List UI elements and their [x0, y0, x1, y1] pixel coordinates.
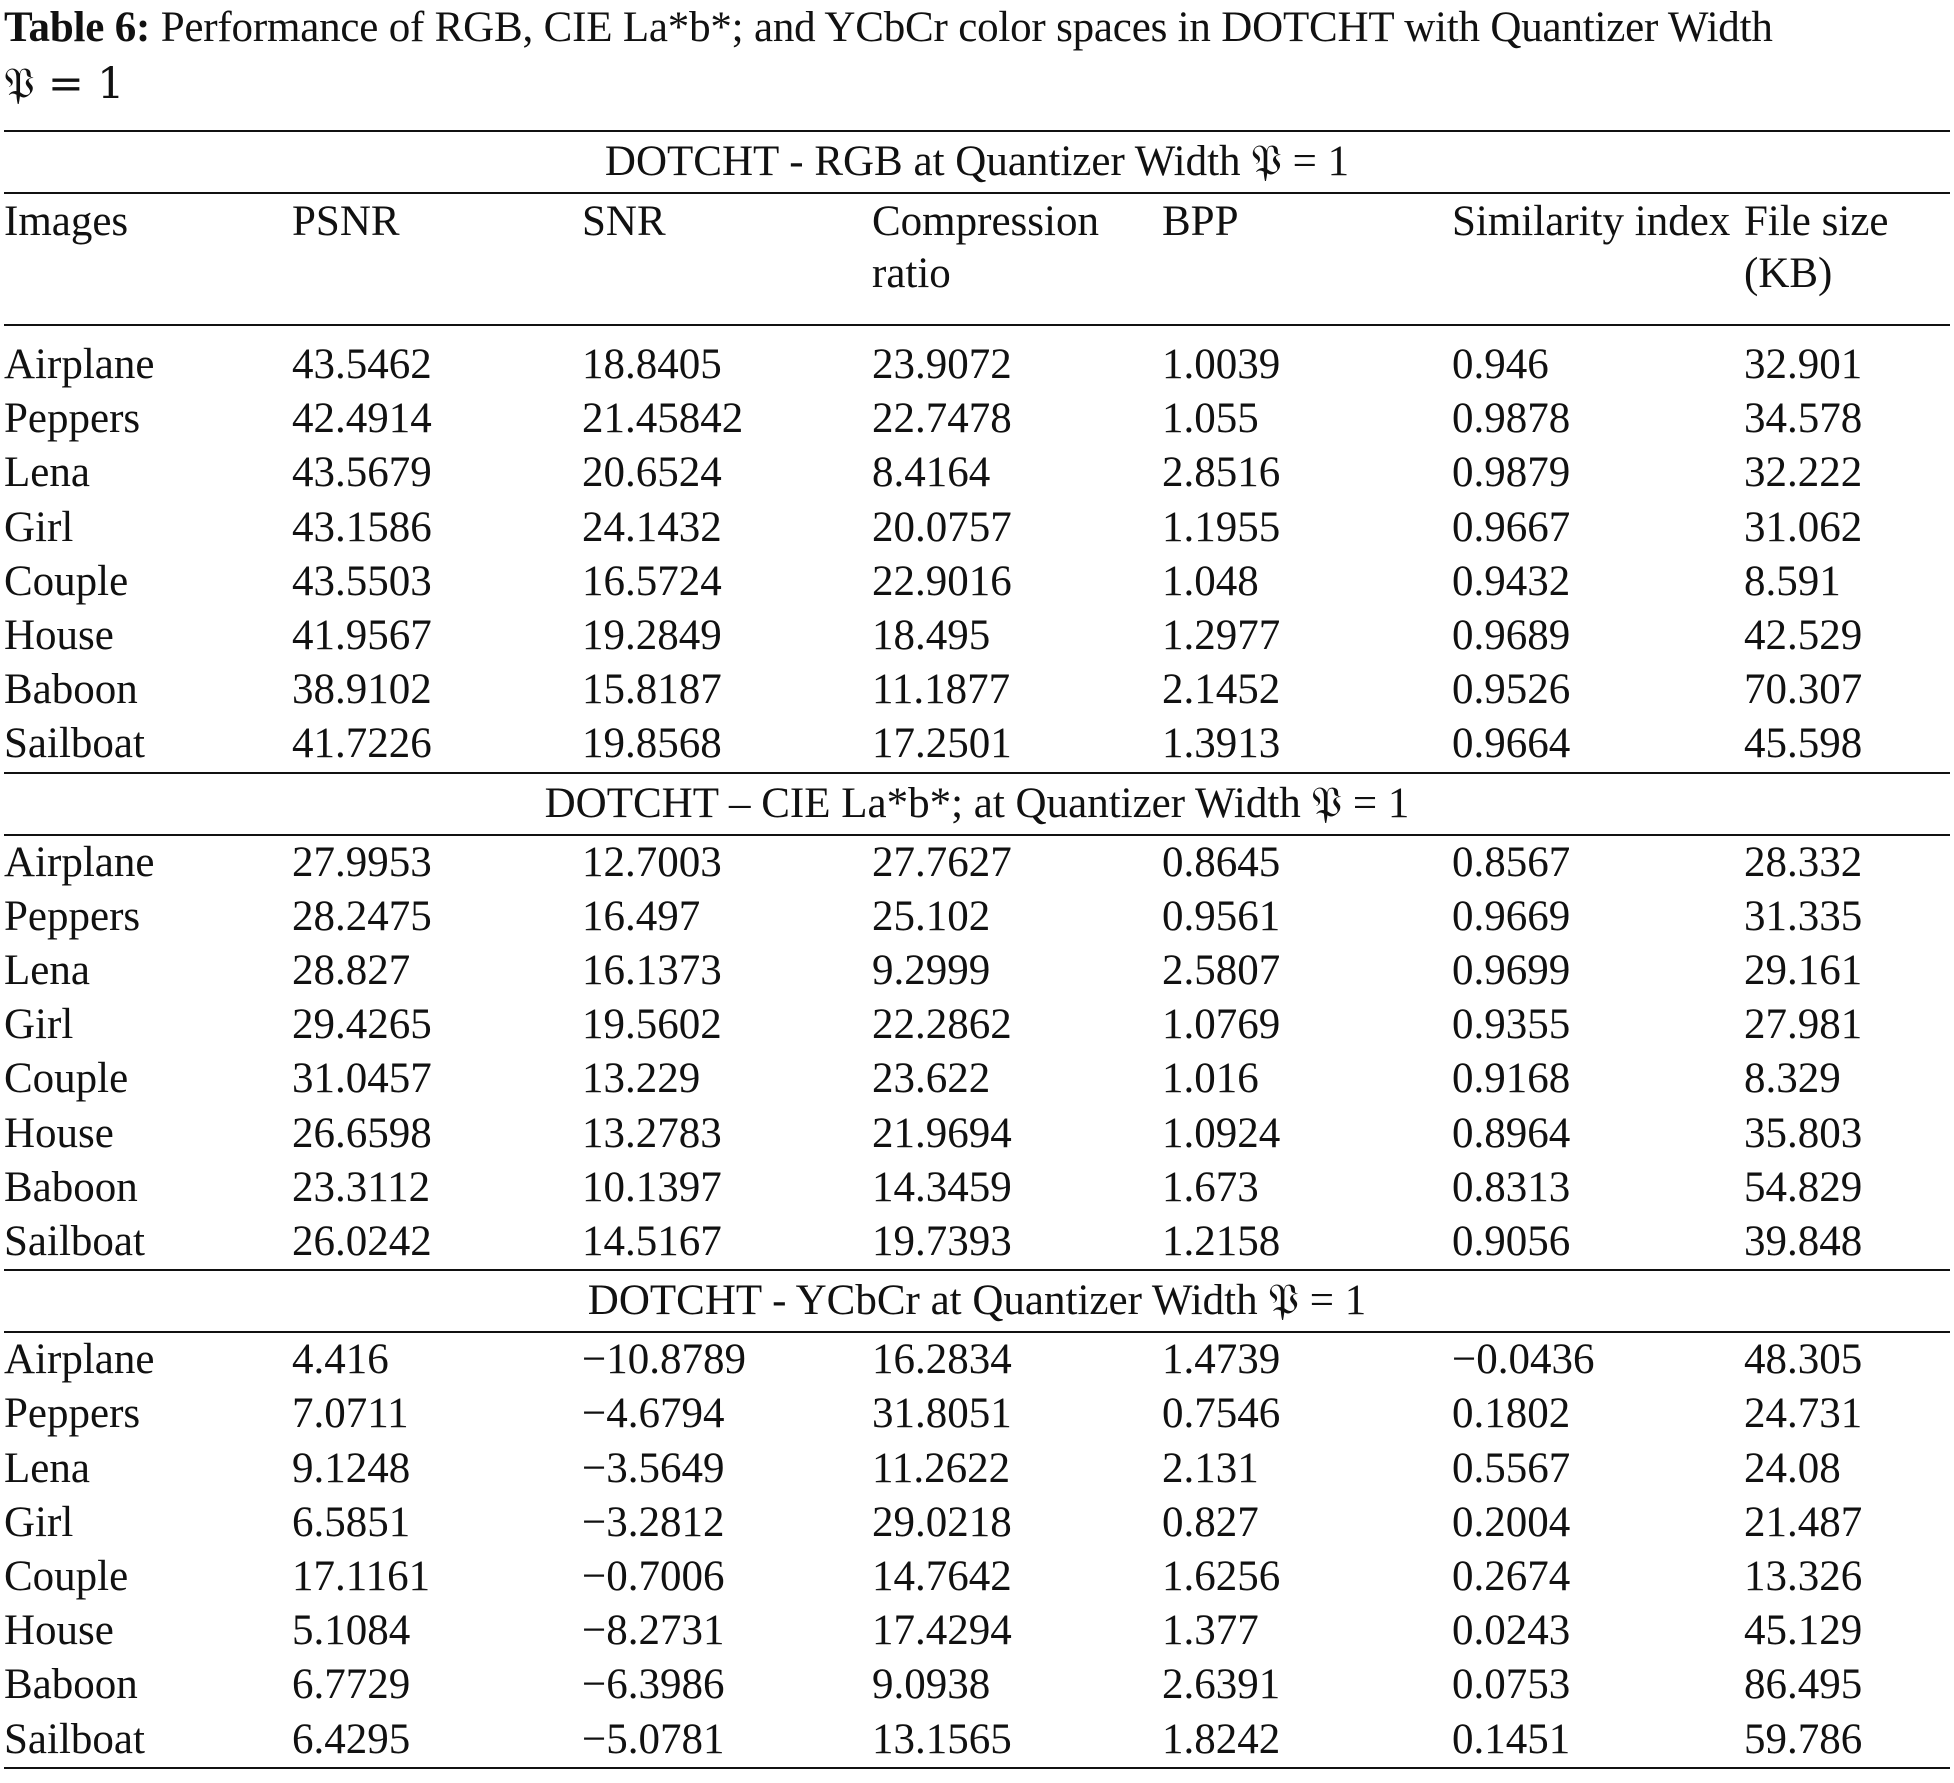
table-row: [4, 717, 1950, 772]
value-cell: 21.45842: [582, 395, 744, 443]
table-row: [4, 555, 1950, 609]
value-cell: 26.6598: [292, 1109, 432, 1157]
value-cell: −3.2812: [582, 1498, 725, 1546]
value-cell: 43.5679: [292, 449, 432, 497]
value-cell: 1.055: [1162, 395, 1259, 443]
table-row: [4, 1107, 1950, 1161]
table-row: [4, 890, 1950, 944]
value-cell: 70.307: [1744, 666, 1863, 714]
value-cell: 0.9689: [1452, 612, 1571, 660]
value-cell: 34.578: [1744, 395, 1863, 443]
value-cell: 16.1373: [582, 947, 722, 995]
table-row: [4, 1713, 1950, 1768]
value-cell: 39.848: [1744, 1218, 1863, 1266]
value-cell: 0.5567: [1452, 1444, 1571, 1492]
value-cell: 0.827: [1162, 1498, 1259, 1546]
section-title: DOTCHT – CIE La*b*; at Quantizer Width 𝔓 = 1: [4, 773, 1950, 835]
value-cell: 22.7478: [872, 395, 1012, 443]
value-cell: 13.326: [1744, 1553, 1863, 1601]
value-cell: 13.2783: [582, 1109, 722, 1157]
value-cell: 6.5851: [292, 1498, 411, 1546]
table-row: [4, 392, 1950, 446]
value-cell: 14.5167: [582, 1218, 722, 1266]
value-cell: 38.9102: [292, 666, 432, 714]
value-cell: 28.827: [292, 947, 411, 995]
value-cell: 9.1248: [292, 1444, 411, 1492]
value-cell: 0.0243: [1452, 1607, 1571, 1655]
value-cell: −0.0436: [1452, 1336, 1595, 1384]
value-cell: 15.8187: [582, 666, 722, 714]
value-cell: 8.591: [1744, 557, 1841, 605]
table-row: [4, 1442, 1950, 1496]
value-cell: 23.3112: [292, 1163, 431, 1211]
table-row: [4, 1496, 1950, 1550]
value-cell: 1.2158: [1162, 1218, 1281, 1266]
image-name-cell: House: [4, 1109, 114, 1157]
value-cell: 11.1877: [872, 666, 1011, 714]
table-row: [4, 663, 1950, 717]
table-caption: [4, 0, 1950, 112]
value-cell: 4.416: [292, 1336, 389, 1384]
value-cell: 45.129: [1744, 1607, 1863, 1655]
value-cell: 2.8516: [1162, 449, 1281, 497]
image-name-cell: Couple: [4, 557, 129, 605]
value-cell: 27.981: [1744, 1001, 1863, 1049]
image-name-cell: Peppers: [4, 892, 141, 940]
value-cell: 0.9669: [1452, 892, 1571, 940]
table-row: [4, 446, 1950, 500]
table-row: [4, 1332, 1950, 1387]
value-cell: −5.0781: [582, 1713, 872, 1768]
value-cell: 0.9355: [1452, 1001, 1571, 1049]
table-row: [4, 835, 1950, 890]
column-header: SNR: [582, 193, 872, 325]
value-cell: 0.2004: [1452, 1498, 1571, 1546]
value-cell: 1.0769: [1162, 1001, 1281, 1049]
value-cell: 0.0753: [1452, 1661, 1571, 1709]
value-cell: 26.0242: [292, 1218, 432, 1266]
value-cell: 0.8964: [1452, 1109, 1571, 1157]
value-cell: 18.495: [872, 612, 991, 660]
value-cell: 42.4914: [292, 395, 432, 443]
value-cell: 2.1452: [1162, 666, 1281, 714]
value-cell: 2.6391: [1162, 1661, 1281, 1709]
image-name-cell: Peppers: [4, 1390, 141, 1438]
value-cell: 31.0457: [292, 1055, 432, 1103]
value-cell: 17.4294: [872, 1607, 1012, 1655]
table-row: [4, 998, 1950, 1052]
section-title: DOTCHT - YCbCr at Quantizer Width 𝔓 = 1: [4, 1270, 1950, 1332]
value-cell: 86.495: [1744, 1661, 1863, 1709]
value-cell: 43.5503: [292, 557, 432, 605]
value-cell: 1.673: [1162, 1163, 1259, 1211]
value-cell: 45.598: [1744, 720, 1863, 768]
value-cell: 22.9016: [872, 557, 1012, 605]
results-table-body: [4, 131, 1950, 1768]
value-cell: 21.487: [1744, 1498, 1863, 1546]
value-cell: 1.6256: [1162, 1553, 1281, 1601]
image-name-cell: Lena: [4, 449, 90, 497]
value-cell: 11.2622: [872, 1444, 1011, 1492]
image-name-cell: Airplane: [4, 1336, 155, 1384]
value-cell: 43.1586: [292, 503, 432, 551]
value-cell: 29.0218: [872, 1498, 1012, 1546]
caption-label: Table 6:: [4, 4, 151, 51]
value-cell: 1.4739: [1162, 1336, 1281, 1384]
column-header: File size (KB): [1744, 193, 1950, 325]
value-cell: 21.9694: [872, 1109, 1012, 1157]
value-cell: 20.6524: [582, 449, 722, 497]
value-cell: 2.131: [1162, 1444, 1259, 1492]
table-row: [4, 501, 1950, 555]
value-cell: 1.377: [1162, 1607, 1259, 1655]
value-cell: 13.1565: [872, 1713, 1162, 1768]
value-cell: 0.8645: [1162, 838, 1281, 886]
value-cell: 2.5807: [1162, 947, 1281, 995]
value-cell: 1.016: [1162, 1055, 1259, 1103]
value-cell: 24.731: [1744, 1390, 1863, 1438]
table-row: [4, 1215, 1950, 1270]
image-name-cell: Couple: [4, 1553, 129, 1601]
value-cell: 0.9056: [1452, 1218, 1571, 1266]
image-name-cell: Girl: [4, 1001, 74, 1049]
value-cell: 12.7003: [582, 838, 722, 886]
table-row: [4, 1387, 1950, 1441]
value-cell: 24.1432: [582, 503, 722, 551]
value-cell: 0.1802: [1452, 1390, 1571, 1438]
value-cell: 10.1397: [582, 1163, 722, 1211]
value-cell: −0.7006: [582, 1553, 725, 1601]
caption-text: Performance of RGB, CIE La*b*; and YCbCr color spaces in DOTCHT with Quantizer Width: [150, 4, 1773, 51]
value-cell: 5.1084: [292, 1607, 411, 1655]
value-cell: 16.497: [582, 892, 701, 940]
value-cell: 1.0924: [1162, 1109, 1281, 1157]
table-row: [4, 1658, 1950, 1712]
value-cell: 0.9561: [1162, 892, 1281, 940]
value-cell: 6.4295: [292, 1713, 582, 1768]
value-cell: 31.335: [1744, 892, 1863, 940]
value-cell: 43.5462: [292, 341, 432, 388]
value-cell: 29.161: [1744, 947, 1863, 995]
image-name-cell: Girl: [4, 1498, 74, 1546]
image-name-cell: House: [4, 1607, 114, 1655]
value-cell: 0.9664: [1452, 720, 1571, 768]
caption-text-line2: 𝔓 = 1: [4, 59, 125, 109]
table-row: [4, 1052, 1950, 1106]
image-name-cell: Airplane: [4, 341, 155, 388]
results-table: [4, 130, 1950, 1769]
value-cell: 24.08: [1744, 1444, 1841, 1492]
value-cell: 0.9526: [1452, 666, 1571, 714]
value-cell: 19.2849: [582, 612, 722, 660]
column-header: Images: [4, 193, 292, 325]
value-cell: 32.901: [1744, 341, 1863, 388]
value-cell: 14.3459: [872, 1163, 1012, 1211]
table-row: [4, 1604, 1950, 1658]
value-cell: 0.7546: [1162, 1390, 1281, 1438]
value-cell: 23.9072: [872, 341, 1012, 388]
value-cell: 0.9168: [1452, 1055, 1571, 1103]
value-cell: 0.8313: [1452, 1163, 1571, 1211]
value-cell: 32.222: [1744, 449, 1863, 497]
value-cell: −8.2731: [582, 1607, 725, 1655]
value-cell: 29.4265: [292, 1001, 432, 1049]
value-cell: 27.9953: [292, 838, 432, 886]
image-name-cell: Airplane: [4, 838, 155, 886]
table-row: [4, 1161, 1950, 1215]
value-cell: 31.062: [1744, 503, 1863, 551]
value-cell: 0.1451: [1452, 1713, 1744, 1768]
value-cell: 28.332: [1744, 838, 1863, 886]
value-cell: 9.2999: [872, 947, 991, 995]
value-cell: 31.8051: [872, 1390, 1012, 1438]
value-cell: 0.2674: [1452, 1553, 1571, 1601]
value-cell: 54.829: [1744, 1163, 1863, 1211]
value-cell: 0.9879: [1452, 449, 1571, 497]
value-cell: 19.7393: [872, 1218, 1012, 1266]
value-cell: 1.1955: [1162, 503, 1281, 551]
image-name-cell: Sailboat: [4, 1713, 292, 1768]
value-cell: 25.102: [872, 892, 991, 940]
image-name-cell: Baboon: [4, 1163, 138, 1211]
image-name-cell: Baboon: [4, 666, 138, 714]
value-cell: 0.9667: [1452, 503, 1571, 551]
value-cell: 41.7226: [292, 720, 432, 768]
image-name-cell: Couple: [4, 1055, 129, 1103]
value-cell: 0.8567: [1452, 838, 1571, 886]
value-cell: 22.2862: [872, 1001, 1012, 1049]
column-header: Similarity index: [1452, 193, 1744, 325]
value-cell: 20.0757: [872, 503, 1012, 551]
value-cell: 17.1161: [292, 1553, 431, 1601]
value-cell: 16.2834: [872, 1336, 1012, 1384]
value-cell: 7.0711: [292, 1390, 409, 1438]
value-cell: −4.6794: [582, 1390, 725, 1438]
value-cell: 28.2475: [292, 892, 432, 940]
column-header: BPP: [1162, 193, 1452, 325]
section-header-row: [4, 1270, 1950, 1332]
column-header-row: [4, 193, 1950, 325]
value-cell: 8.329: [1744, 1055, 1841, 1103]
value-cell: −3.5649: [582, 1444, 725, 1492]
value-cell: 8.4164: [872, 449, 991, 497]
image-name-cell: Lena: [4, 947, 90, 995]
value-cell: 0.9432: [1452, 557, 1571, 605]
value-cell: 42.529: [1744, 612, 1863, 660]
value-cell: 59.786: [1744, 1713, 1950, 1768]
value-cell: 23.622: [872, 1055, 991, 1103]
image-name-cell: Sailboat: [4, 720, 145, 768]
value-cell: −6.3986: [582, 1661, 725, 1709]
value-cell: 6.7729: [292, 1661, 411, 1709]
value-cell: 13.229: [582, 1055, 701, 1103]
value-cell: 27.7627: [872, 838, 1012, 886]
image-name-cell: Peppers: [4, 395, 141, 443]
value-cell: 1.2977: [1162, 612, 1281, 660]
value-cell: 1.8242: [1162, 1713, 1452, 1768]
value-cell: −10.8789: [582, 1336, 747, 1384]
image-name-cell: Sailboat: [4, 1218, 145, 1266]
value-cell: 0.9699: [1452, 947, 1571, 995]
value-cell: 17.2501: [872, 720, 1012, 768]
value-cell: 16.5724: [582, 557, 722, 605]
table-row: [4, 1550, 1950, 1604]
table-row: [4, 609, 1950, 663]
value-cell: 0.946: [1452, 341, 1549, 388]
column-header: PSNR: [292, 193, 582, 325]
section-header-row: [4, 131, 1950, 193]
value-cell: 19.5602: [582, 1001, 722, 1049]
image-name-cell: Baboon: [4, 1661, 138, 1709]
value-cell: 14.7642: [872, 1553, 1012, 1601]
image-name-cell: Lena: [4, 1444, 90, 1492]
image-name-cell: Girl: [4, 503, 74, 551]
value-cell: 35.803: [1744, 1109, 1863, 1157]
value-cell: 48.305: [1744, 1336, 1863, 1384]
section-title: DOTCHT - RGB at Quantizer Width 𝔓 = 1: [4, 131, 1950, 193]
table-row: [4, 325, 1950, 392]
value-cell: 1.048: [1162, 557, 1259, 605]
value-cell: 1.0039: [1162, 341, 1281, 388]
value-cell: 9.0938: [872, 1661, 991, 1709]
value-cell: 18.8405: [582, 341, 722, 388]
value-cell: 19.8568: [582, 720, 722, 768]
value-cell: 1.3913: [1162, 720, 1281, 768]
value-cell: 41.9567: [292, 612, 432, 660]
table-row: [4, 944, 1950, 998]
column-header: Compression ratio: [872, 193, 1162, 325]
value-cell: 0.9878: [1452, 395, 1571, 443]
image-name-cell: House: [4, 612, 114, 660]
section-header-row: [4, 773, 1950, 835]
